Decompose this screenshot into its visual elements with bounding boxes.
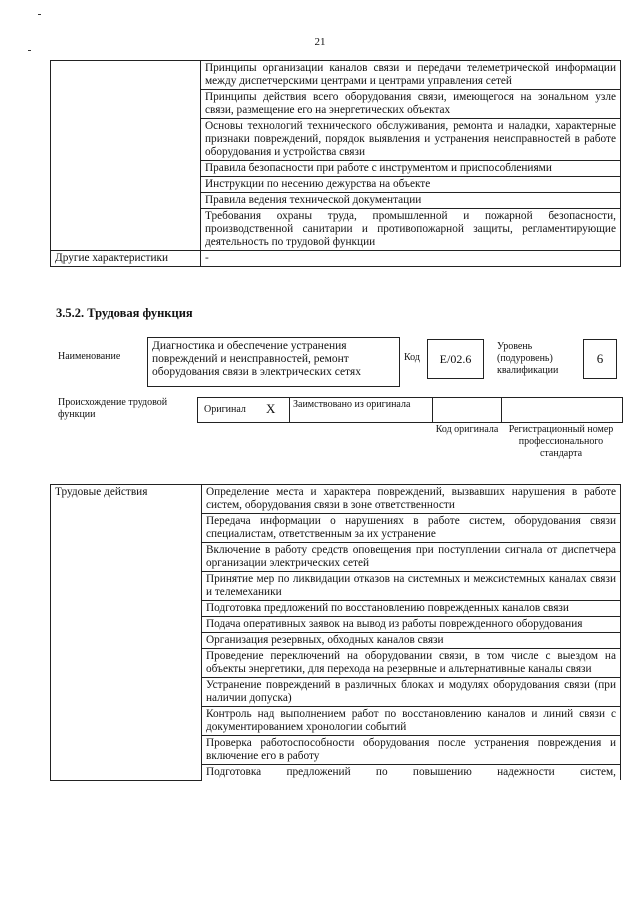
borrowed-cell: [290, 398, 433, 422]
table-cell: Проверка работоспособности оборудования после устранения повреждения и включение его в работу: [202, 736, 621, 765]
original-code-cell: [433, 398, 502, 422]
table-cell: Инструкции по несению дежурства на объекте: [201, 177, 621, 193]
table-cell: Требования охраны труда, промышленной и пожарной безопасности, производственной санитарии и противопожарной защиты, регламентирующие деятельность по трудовой функции: [201, 209, 621, 251]
original-mark: X: [266, 401, 276, 416]
name-label: Наименование: [58, 351, 121, 362]
table-row: [51, 485, 621, 514]
original-label: Оригинал: [204, 404, 246, 415]
level-label: Уровень (подуровень) квалификации: [497, 341, 559, 376]
table-cell: Контроль над выполнением работ по восстановлению каналов и линий связи с документированием хронологии событий: [202, 707, 621, 736]
table-cell: Определение места и характера повреждений, вызвавших нарушения в работе систем, оборудования связи в зоне ответственности: [202, 485, 621, 514]
original-code-caption: Код оригинала: [435, 424, 499, 435]
table-cell: Проведение переключений на оборудовании связи, в том числе с выездом на объекты энергетики, для перехода на резервные и альтернативные каналы связи: [202, 649, 621, 678]
table-cell: Организация резервных, обходных каналов связи: [202, 633, 621, 649]
table-cell: Устранение повреждений в различных блоках и модулях оборудования связи (при наличии допуска): [202, 678, 621, 707]
other-characteristics-value: -: [201, 251, 621, 267]
function-name-box: Диагностика и обеспечение устранения повреждений и неисправностей, ремонт оборудования связи в электрических сетях: [147, 337, 400, 387]
table-cell: Правила ведения технической документации: [201, 193, 621, 209]
labor-actions-label: Трудовые действия: [51, 485, 202, 781]
other-characteristics-label: Другие характеристики: [51, 251, 201, 267]
knowledge-table: [50, 60, 621, 267]
table-cell: Передача информации о нарушениях в работе систем, оборудования связи специалистам, ответственным за их устранение: [202, 514, 621, 543]
table-cell: Принятие мер по ликвидации отказов на системных и межсистемных каналах связи и телемеханики: [202, 572, 621, 601]
origin-label: Происхождение трудовой функции: [58, 397, 168, 420]
table-cell: Правила безопасности при работе с инструментом и приспособлениями: [201, 161, 621, 177]
table-cell: Принципы организации каналов связи и передачи телеметрической информации между диспетчерскими центрами и центрами управления сетей: [201, 61, 621, 90]
table-cell: Подготовка предложений по повышению надежности систем,: [202, 765, 621, 781]
function-code-box: E/02.6: [427, 339, 484, 379]
table-cell: Принципы действия всего оборудования связи, имеющегося на зональном узле связи, размещение его на энергетических объектах: [201, 90, 621, 119]
registration-number-caption: Регистрационный номер профессионального стандарта: [508, 424, 614, 459]
qualification-level-box: 6: [583, 339, 617, 379]
table-cell: Включение в работу средств оповещения при поступлении сигнала от диспетчера организации электрических сетей: [202, 543, 621, 572]
scan-mark: [28, 50, 31, 51]
table-cell: Подготовка предложений по восстановлению поврежденных каналов связи: [202, 601, 621, 617]
borrowed-label: Заимствовано из оригинала: [293, 399, 411, 410]
original-cell: [198, 398, 290, 422]
table-cell: Основы технологий технического обслуживания, ремонта и наладки, характерные признаки повреждений, порядок выявления и устранения неисправностей в работе оборудования и устройства связи: [201, 119, 621, 161]
table-row: [51, 251, 621, 267]
table-row: [51, 61, 621, 90]
label-cell-empty: [51, 61, 201, 251]
labor-actions-table: [50, 484, 621, 781]
page-number: 21: [314, 36, 326, 48]
code-label: Код: [404, 352, 420, 363]
scan-mark: [38, 14, 41, 15]
section-title: 3.5.2. Трудовая функция: [56, 306, 193, 320]
registration-number-cell: [502, 398, 622, 422]
origin-row: [197, 397, 623, 423]
table-cell: Подача оперативных заявок на вывод из работы поврежденного оборудования: [202, 617, 621, 633]
